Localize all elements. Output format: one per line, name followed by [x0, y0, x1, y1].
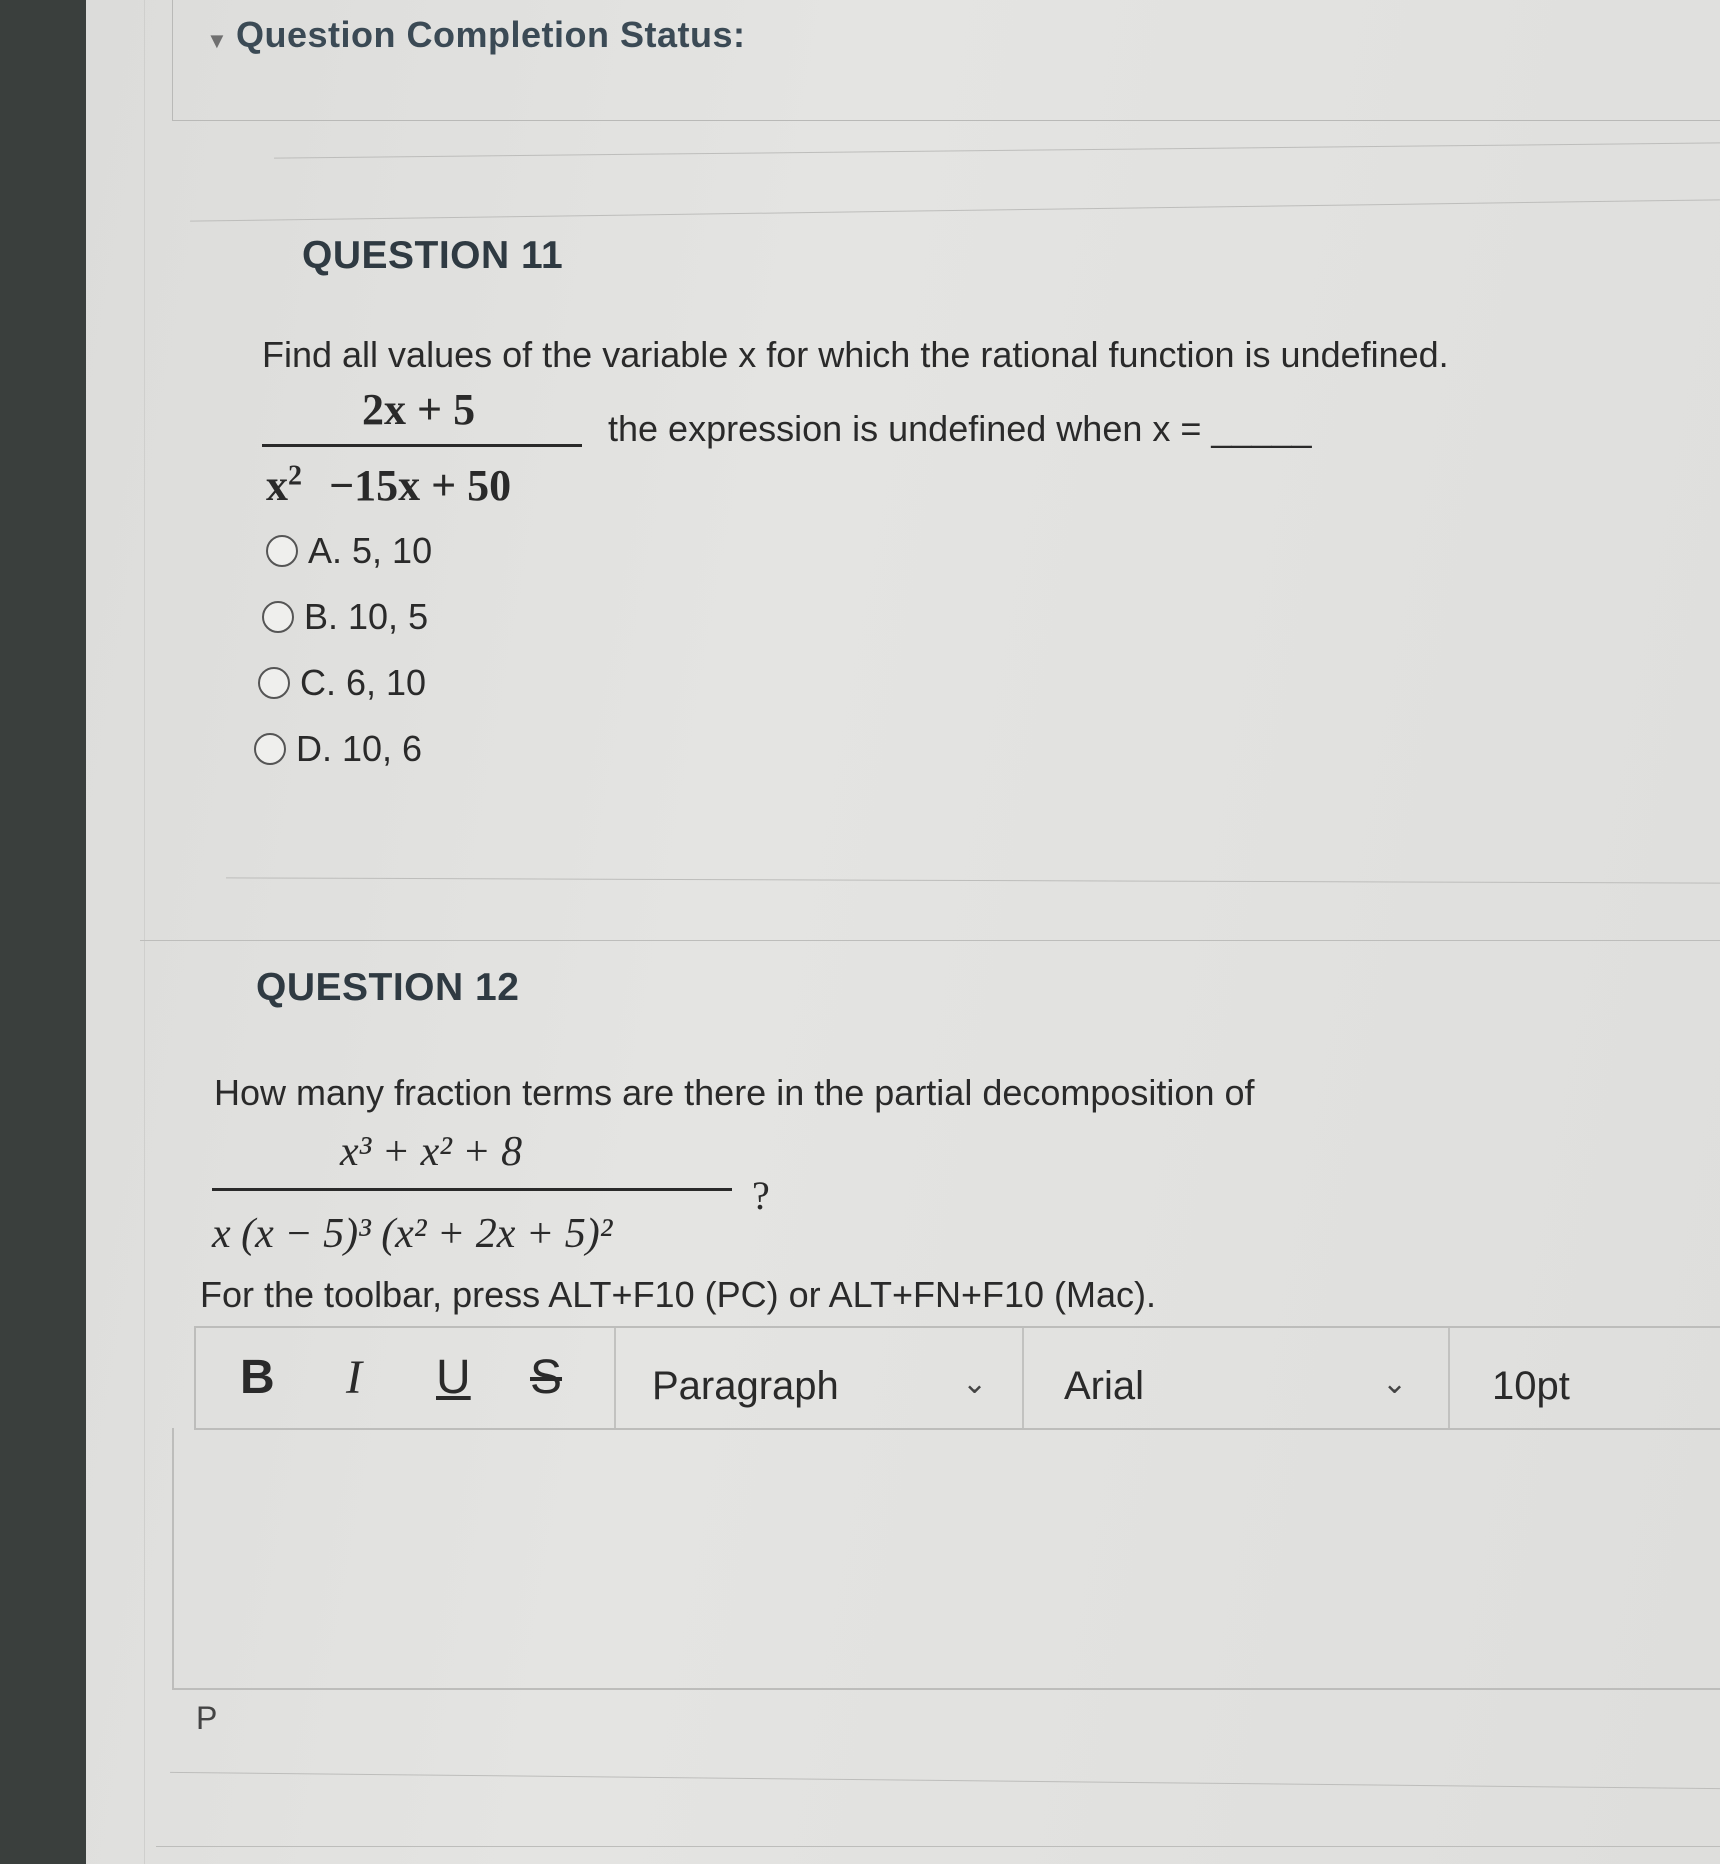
q11-denominator-base: x: [266, 461, 288, 510]
option-c-label[interactable]: C. 6, 10: [300, 662, 427, 703]
divider: [156, 1846, 1720, 1847]
italic-button[interactable]: I: [346, 1351, 362, 1404]
toolbar-separator: [614, 1328, 616, 1428]
completion-status-title[interactable]: Question Completion Status:: [236, 14, 746, 55]
q12-numerator: x³ + x² + 8: [340, 1129, 523, 1175]
paragraph-select[interactable]: Paragraph: [652, 1364, 839, 1408]
option-a[interactable]: [266, 530, 432, 572]
editor-path: P: [196, 1700, 218, 1736]
question-11-prompt: Find all values of the variable x for which the rational function is undefined.: [262, 334, 1449, 375]
divider: [140, 940, 1720, 941]
q11-denominator-exponent: 2: [288, 460, 302, 492]
option-d-label[interactable]: D. 10, 6: [296, 728, 423, 769]
question-12-prompt: How many fraction terms are there in the partial decomposition of: [214, 1072, 1255, 1113]
radio-c[interactable]: [258, 667, 290, 699]
toolbar-hint: For the toolbar, press ALT+F10 (PC) or ALT+FN+F10 (Mac).: [200, 1274, 1157, 1315]
margin-line: [144, 0, 145, 1864]
option-c[interactable]: [258, 662, 426, 704]
q12-question-mark: ?: [752, 1173, 770, 1218]
radio-a[interactable]: [266, 535, 298, 567]
q11-denominator-rest: −15x + 50: [329, 461, 512, 510]
font-select[interactable]: Arial: [1064, 1364, 1145, 1408]
bold-button[interactable]: B: [240, 1351, 275, 1404]
radio-d[interactable]: [254, 733, 286, 765]
underline-button[interactable]: U: [436, 1351, 471, 1404]
toolbar-separator: [1448, 1328, 1450, 1428]
font-size-select[interactable]: 10pt: [1492, 1364, 1570, 1408]
q11-denominator: [266, 460, 511, 511]
q11-suffix: the expression is undefined when x = _____: [608, 408, 1312, 449]
editor-toolbar: [194, 1326, 1720, 1430]
chevron-down-icon[interactable]: ▼: [206, 28, 228, 53]
option-d[interactable]: [254, 728, 422, 770]
toolbar-separator: [1022, 1328, 1024, 1428]
answer-editor[interactable]: [172, 1428, 1720, 1690]
q12-fraction-bar: [212, 1188, 732, 1191]
font-chevron-down-icon[interactable]: ⌄: [1382, 1367, 1408, 1400]
option-b[interactable]: [262, 596, 428, 638]
q11-numerator: 2x + 5: [362, 385, 476, 434]
question-12-title: QUESTION 12: [256, 966, 520, 1009]
option-a-label[interactable]: A. 5, 10: [308, 530, 433, 571]
q11-fraction-bar: [262, 444, 582, 447]
q12-denominator: x (x − 5)³ (x² + 2x + 5)²: [212, 1211, 613, 1257]
paragraph-chevron-down-icon[interactable]: ⌄: [962, 1367, 988, 1400]
option-b-label[interactable]: B. 10, 5: [304, 596, 429, 637]
radio-b[interactable]: [262, 601, 294, 633]
question-11-title: QUESTION 11: [302, 234, 564, 277]
strikethrough-button[interactable]: S: [530, 1351, 563, 1404]
